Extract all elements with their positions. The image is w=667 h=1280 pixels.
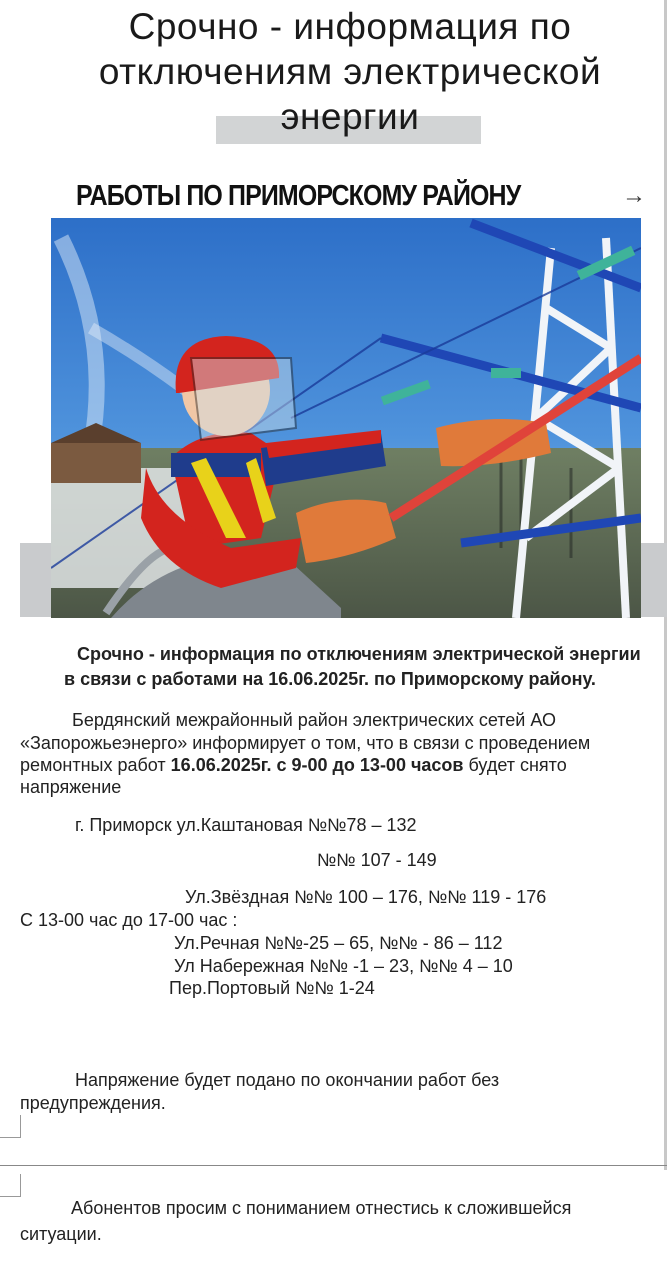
- address-line-2: №№ 107 - 149: [317, 850, 437, 870]
- work-date-time: 16.06.2025г. с 9-00 до 13-00 часов: [170, 755, 464, 775]
- notice-headline-line1: Срочно - информация по отключениям электрической энергии: [77, 644, 641, 664]
- section-heading: РАБОТЫ ПО ПРИМОРСКОМУ РАЙОНУ: [76, 180, 521, 212]
- intro-line3-c: будет снято: [463, 755, 567, 775]
- address-line-6: Пер.Портовый №№ 1-24: [169, 978, 375, 998]
- address-line-4: Ул.Речная №№-25 – 65, №№ - 86 – 112: [174, 933, 503, 953]
- restore-line1: Напряжение будет подано по окончании работ без: [75, 1070, 500, 1090]
- appeal-line1: Абонентов просим с пониманием отнестись к сложившейся: [71, 1198, 572, 1218]
- intro-line3: [20, 754, 567, 776]
- intro-line1: Бердянский межрайонный район электрических сетей АО: [72, 710, 556, 730]
- notice-headline-line2: в связи с работами на 16.06.2025г. по Приморскому району.: [64, 669, 596, 689]
- address-line-1: г. Приморск ул.Каштановая №№78 – 132: [75, 815, 417, 835]
- arrow-right-icon[interactable]: →: [622, 182, 646, 209]
- paragraph-corner-mark-2: [0, 1174, 21, 1197]
- address-line-3: Ул.Звёздная №№ 100 – 176, №№ 119 - 176: [185, 887, 547, 907]
- page-divider: [0, 1165, 667, 1166]
- intro-line2: «Запорожьеэнерго» информирует о том, что в связи с проведением: [20, 733, 591, 753]
- paragraph-corner-mark: [0, 1115, 21, 1138]
- appeal-line2: ситуации.: [20, 1224, 102, 1244]
- page-title: Срочно - информация по отключениям электрической энергии: [98, 6, 602, 137]
- lineman-photo: [51, 218, 641, 618]
- address-line-5: Ул Набережная №№ -1 – 23, №№ 4 – 10: [174, 956, 513, 976]
- restore-line2: предупреждения.: [20, 1093, 166, 1113]
- intro-line3-a: ремонтных работ: [20, 755, 171, 775]
- intro-line4: напряжение: [20, 777, 122, 797]
- second-time-window: С 13-00 час до 17-00 час :: [20, 910, 238, 930]
